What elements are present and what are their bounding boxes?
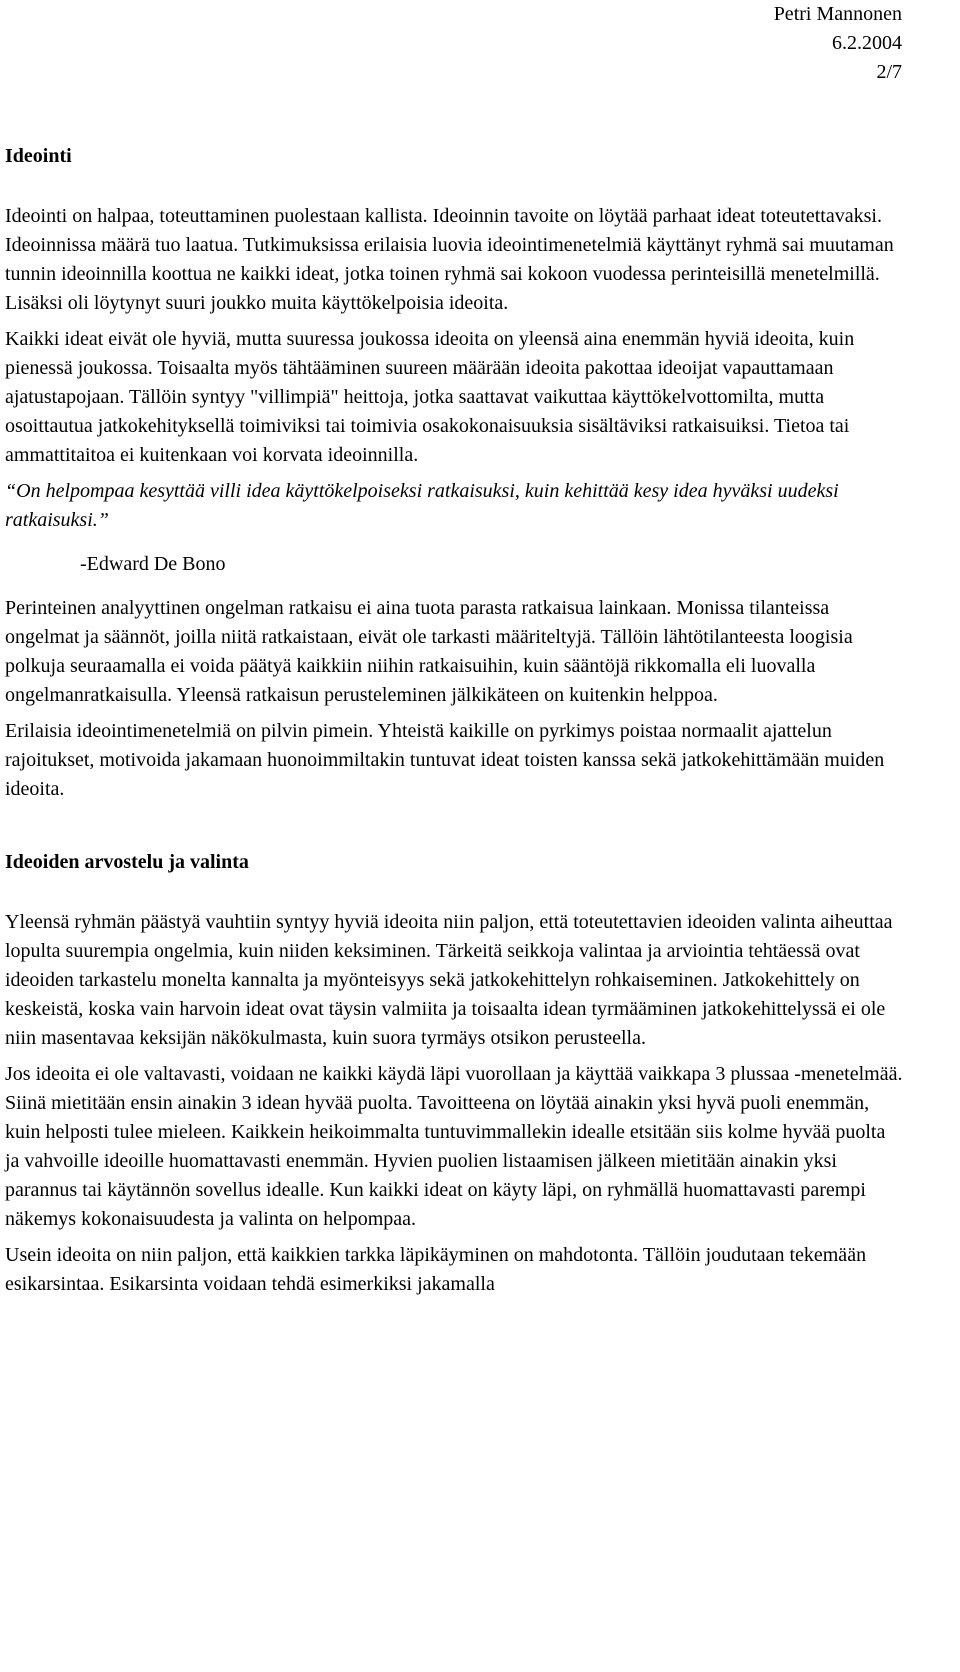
paragraph: Perinteinen analyyttinen ongelman ratkaisu ei aina tuota parasta ratkaisua lainkaan. Monissa tilanteissa ongelmat ja säännöt, joilla niitä ratkaistaan, eivät ole tarkasti määriteltyjä. Tällöin lähtötilanteesta loogisia polkuja seuraamalla ei voida päätyä kaikkiin niihin ratkaisuihin, kuin sääntöjä rikkomalla eli luovalla ongelmanratkaisulla. Yleensä ratkaisun perusteleminen jälkikäteen on kuitenkin helppoa. [5, 597, 853, 706]
document-body [5, 142, 903, 1299]
header-date: 6.2.2004 [832, 32, 902, 54]
paragraph: Kaikki ideat eivät ole hyviä, mutta suuressa joukossa ideoita on yleensä aina enemmän hyviä ideoita, kuin pienessä joukossa. Toisaalta myös tähtääminen suureen määrään ideoita pakottaa ideoijat vapauttamaan ajatustapojaan. Tällöin syntyy "villimpiä" heittoja, jotka saattavat vaikuttaa käyttökelvottomilta, mutta osoittautua jatkokehityksellä toimiviksi tai toimivia osakokonaisuuksia sisältäviksi ratkaisuiksi. Tietoa tai ammattitaitoa ei kuitenkaan voi korvata ideoinnilla. [5, 328, 855, 466]
block-quote: “On helpompaa kesyttää villi idea käyttökelpoiseksi ratkaisuksi, kuin kehittää kesy idea hyväksi uudeksi ratkaisuksi.” [5, 480, 839, 531]
paragraph: Usein ideoita on niin paljon, että kaikkien tarkka läpikäyminen on mahdotonta. Tällöin joudutaan tekemään esikarsintaa. Esikarsinta voidaan tehdä esimerkiksi jakamalla [5, 1244, 867, 1295]
section-heading-ideointi: Ideointi [5, 145, 72, 167]
quote-attribution: -Edward De Bono [80, 553, 226, 575]
paragraph: Yleensä ryhmän päästyä vauhtiin syntyy hyviä ideoita niin paljon, että toteutettavien ideoiden valinta aiheuttaa lopulta suurempia ongelmia, kuin niiden keksiminen. Tärkeitä seikkoja valintaa ja arviointia tehtäessä ovat ideoiden tarkastelu monelta kannalta ja myönteisyys sekä jatkokehittelyn rohkaiseminen. Jatkokehittely on keskeistä, koska vain harvoin ideat ovat täysin valmiita ja toisaalta idean tyrmääminen jatkokehittelyssä ei ole niin masentavaa keksijän näkökulmasta, kuin suora tyrmäys otsikon perusteella. [5, 911, 893, 1049]
page-header [774, 0, 902, 87]
header-page-number: 2/7 [876, 61, 902, 83]
paragraph: Erilaisia ideointimenetelmiä on pilvin pimein. Yhteistä kaikille on pyrkimys poistaa normaalit ajattelun rajoitukset, motivoida jakamaan huonoimmiltakin tuntuvat ideat toisten kanssa sekä jatkokehittämään muiden ideoita. [5, 720, 885, 800]
paragraph: Ideointi on halpaa, toteuttaminen puolestaan kallista. Ideoinnin tavoite on löytää parhaat ideat toteutettavaksi. Ideoinnissa määrä tuo laatua. Tutkimuksissa erilaisia luovia ideointimenetelmiä käyttänyt ryhmä sai muutaman tunnin ideoinnilla koottua ne kaikki ideat, jotka toinen ryhmä sai kokoon vuodessa perinteisillä menetelmillä. Lisäksi oli löytynyt suuri joukko muita käyttökelpoisia ideoita. [5, 205, 894, 314]
paragraph: Jos ideoita ei ole valtavasti, voidaan ne kaikki käydä läpi vuorollaan ja käyttää vaikkapa 3 plussaa -menetelmää. Siinä mietitään ensin ainakin 3 idean hyvää puolta. Tavoitteena on löytää ainakin yksi hyvä puoli enemmän, kuin helposti tulee mieleen. Kaikkein heikoimmalta tuntuvimmallekin idealle etsitään siis kolme hyvää puolta ja vahvoille ideoille huomattavasti enemmän. Hyvien puolien listaamisen jälkeen mietitään ainakin yksi parannus tai käytännön sovellus idealle. Kun kaikki ideat on käyty läpi, on ryhmällä huomattavasti parempi näkemys kokonaisuudesta ja valinta on helpompaa. [5, 1063, 903, 1230]
header-author: Petri Mannonen [773, 3, 902, 25]
section-heading-arvostelu: Ideoiden arvostelu ja valinta [5, 851, 249, 873]
